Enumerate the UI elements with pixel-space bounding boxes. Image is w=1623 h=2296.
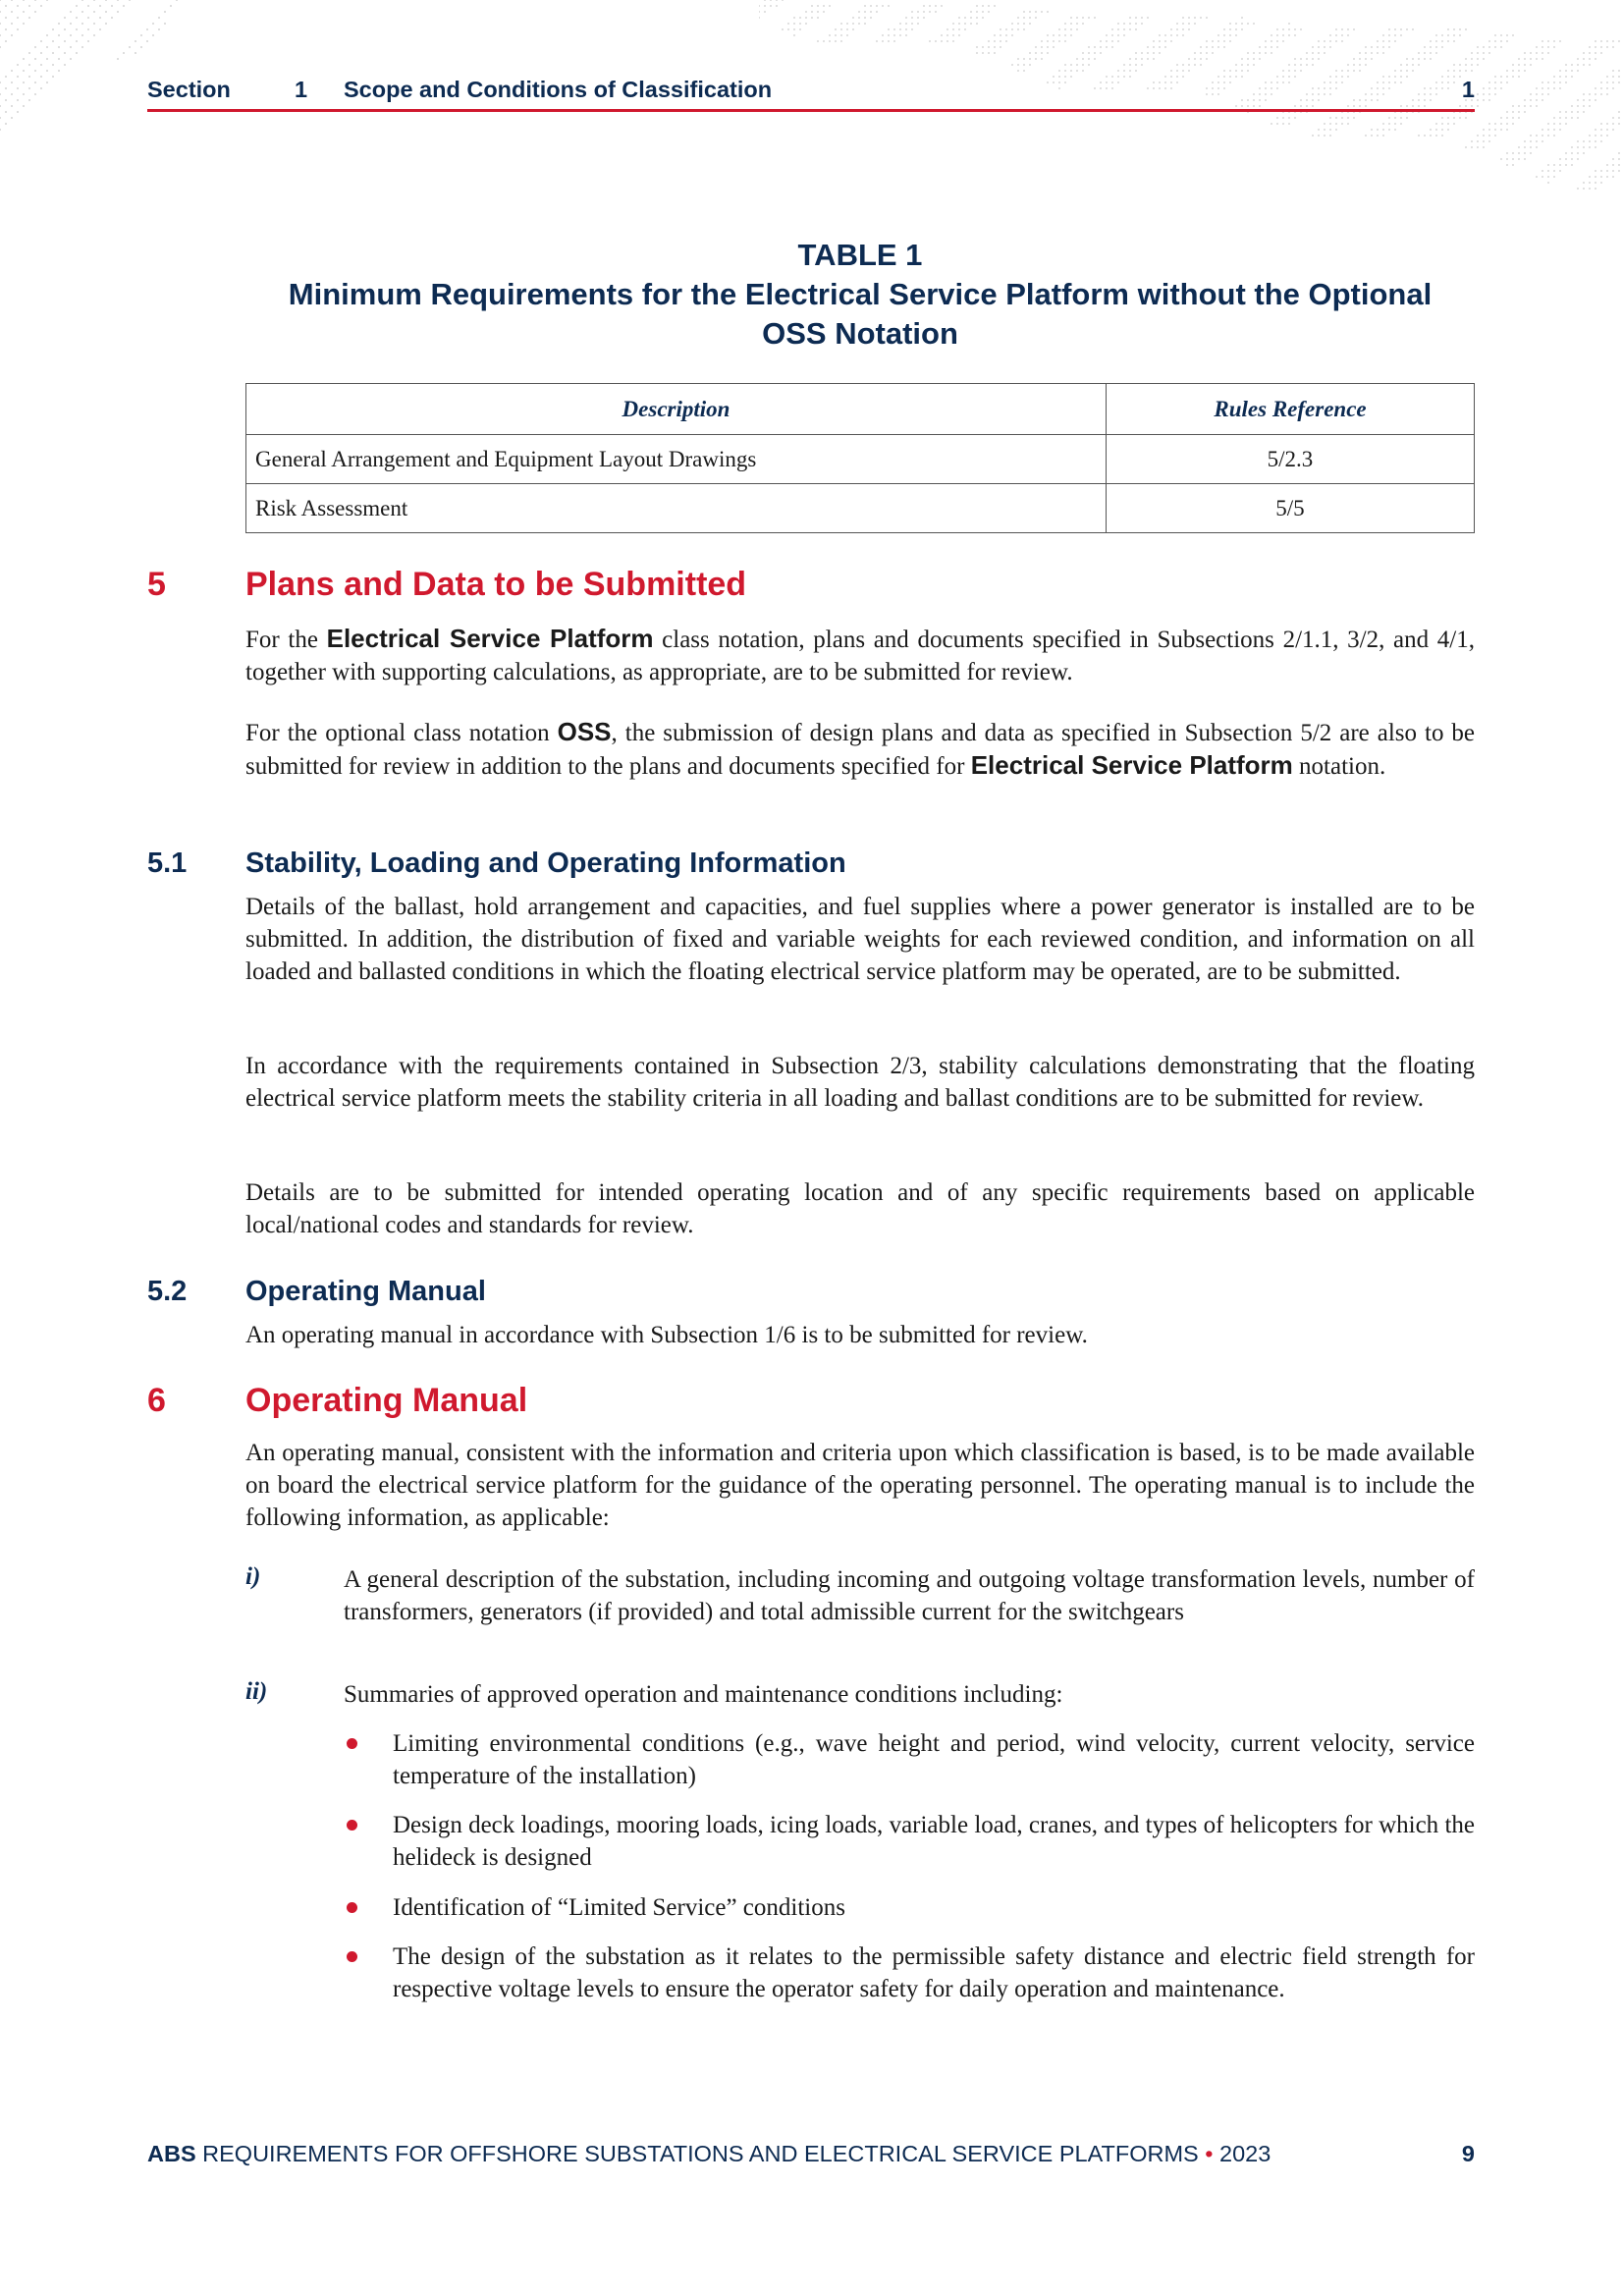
bullet-dot bbox=[347, 1820, 357, 1831]
enum-item-text: Summaries of approved operation and maintenance conditions including: bbox=[344, 1681, 1063, 1708]
notation-bold: Electrical Service Platform bbox=[326, 624, 654, 653]
running-header bbox=[147, 73, 1475, 112]
subsection-number: 5.2 bbox=[147, 1276, 188, 1307]
table-label: TABLE 1 bbox=[797, 238, 923, 272]
subsection-title: Operating Manual bbox=[245, 1276, 486, 1307]
section-title: Plans and Data to be Submitted bbox=[245, 566, 747, 603]
table-cell-description: General Arrangement and Equipment Layout Drawings bbox=[246, 435, 1107, 484]
bullet-item: Identification of “Limited Service” conditions bbox=[393, 1894, 845, 1921]
notation-bold: Electrical Service Platform bbox=[970, 750, 1293, 780]
bullet-dot bbox=[347, 1738, 357, 1749]
section-title: Operating Manual bbox=[245, 1382, 528, 1419]
column-header-description: Description bbox=[246, 384, 1107, 435]
table-cell-reference: 5/2.3 bbox=[1107, 435, 1475, 484]
table-header-row bbox=[246, 384, 1475, 435]
enum-label: i) bbox=[245, 1563, 261, 1590]
footer-title: REQUIREMENTS FOR OFFSHORE SUBSTATIONS AND ELECTRICAL SERVICE PLATFORMS bbox=[202, 2141, 1199, 2166]
section-number: 5 bbox=[147, 566, 166, 603]
header-section-word: Section bbox=[147, 77, 231, 102]
section-6-intro: An operating manual, consistent with the information and criteria upon which classification is based, is to be made available on board the electrical service platform for the guidance of the operating personnel. The operating manual is to include the following information, as applicable: bbox=[245, 1440, 1475, 1531]
table-row bbox=[246, 435, 1475, 484]
footer-brand: ABS bbox=[147, 2141, 196, 2166]
subsection-5-2-paragraph-1: An operating manual in accordance with Subsection 1/6 is to be submitted for review. bbox=[245, 1322, 1088, 1348]
section-number: 6 bbox=[147, 1382, 166, 1419]
subsection-5-1-paragraph-2: In accordance with the requirements contained in Subsection 2/3, stability calculations demonstrating that the floating electrical service platform meets the stability criteria in all loading and ballast conditions are to be submitted for review. bbox=[245, 1053, 1475, 1112]
column-header-rules-reference: Rules Reference bbox=[1107, 384, 1475, 435]
subsection-number: 5.1 bbox=[147, 847, 188, 879]
table-title-line1: Minimum Requirements for the Electrical Service Platform without the Optional bbox=[288, 277, 1433, 311]
page-footer bbox=[147, 2141, 1475, 2174]
footer-year: 2023 bbox=[1219, 2141, 1271, 2166]
footer-separator: • bbox=[1205, 2141, 1214, 2166]
subsection-title: Stability, Loading and Operating Information bbox=[245, 847, 846, 879]
table-cell-reference: 5/5 bbox=[1107, 484, 1475, 533]
footer-page-number: 9 bbox=[1461, 2141, 1475, 2166]
enum-label: ii) bbox=[245, 1678, 268, 1705]
header-page-ref: 1 bbox=[1461, 77, 1475, 102]
bullet-item: The design of the substation as it relates to the permissible safety distance and electric field strength for respective voltage levels to ensure the operator safety for daily operation and maintenance. bbox=[393, 1943, 1475, 2002]
table-title-line2: OSS Notation bbox=[762, 316, 958, 351]
table-caption bbox=[245, 236, 1475, 354]
header-section-number: 1 bbox=[295, 77, 308, 102]
requirements-table bbox=[245, 383, 1475, 533]
notation-bold: OSS bbox=[557, 717, 612, 746]
subsection-5-1-paragraph-1: Details of the ballast, hold arrangement and capacities, and fuel supplies where a power generator is installed are to be submitted. In addition, the distribution of fixed and variable weights for each reviewed condition, and information on all loaded and ballasted conditions in which the floating electrical service platform may be operated, are to be submitted. bbox=[245, 894, 1475, 985]
table-cell-description: Risk Assessment bbox=[246, 484, 1107, 533]
subsection-5-1-paragraph-3: Details are to be submitted for intended operating location and of any specific requirements based on applicable local/national codes and standards for review. bbox=[245, 1179, 1475, 1238]
bullet-dot bbox=[347, 1902, 357, 1913]
section-5-paragraph-1: For the Electrical Service Platform class notation, plans and documents specified in Subsections 2/1.1, 3/2, and 4/1, together with supporting calculations, as appropriate, are to be submitted for review. bbox=[245, 624, 1475, 685]
bullet-dot bbox=[347, 1951, 357, 1962]
section-5-paragraph-2: For the optional class notation OSS, the submission of design plans and data as specified in Subsection 5/2 are also to be submitted for review in addition to the plans and documents specified for Electrical Service Platform notation. bbox=[245, 717, 1476, 780]
enum-item-text: A general description of the substation, including incoming and outgoing voltage transformation levels, number of transformers, generators (if provided) and total admissible current for the switchgears bbox=[344, 1566, 1475, 1625]
table-row bbox=[246, 484, 1475, 533]
bullet-item: Design deck loadings, mooring loads, icing loads, variable load, cranes, and types of helicopters for which the helideck is designed bbox=[393, 1812, 1475, 1871]
bullet-item: Limiting environmental conditions (e.g., wave height and period, wind velocity, current velocity, service temperature of the installation) bbox=[393, 1730, 1475, 1789]
header-section-title: Scope and Conditions of Classification bbox=[344, 77, 773, 102]
